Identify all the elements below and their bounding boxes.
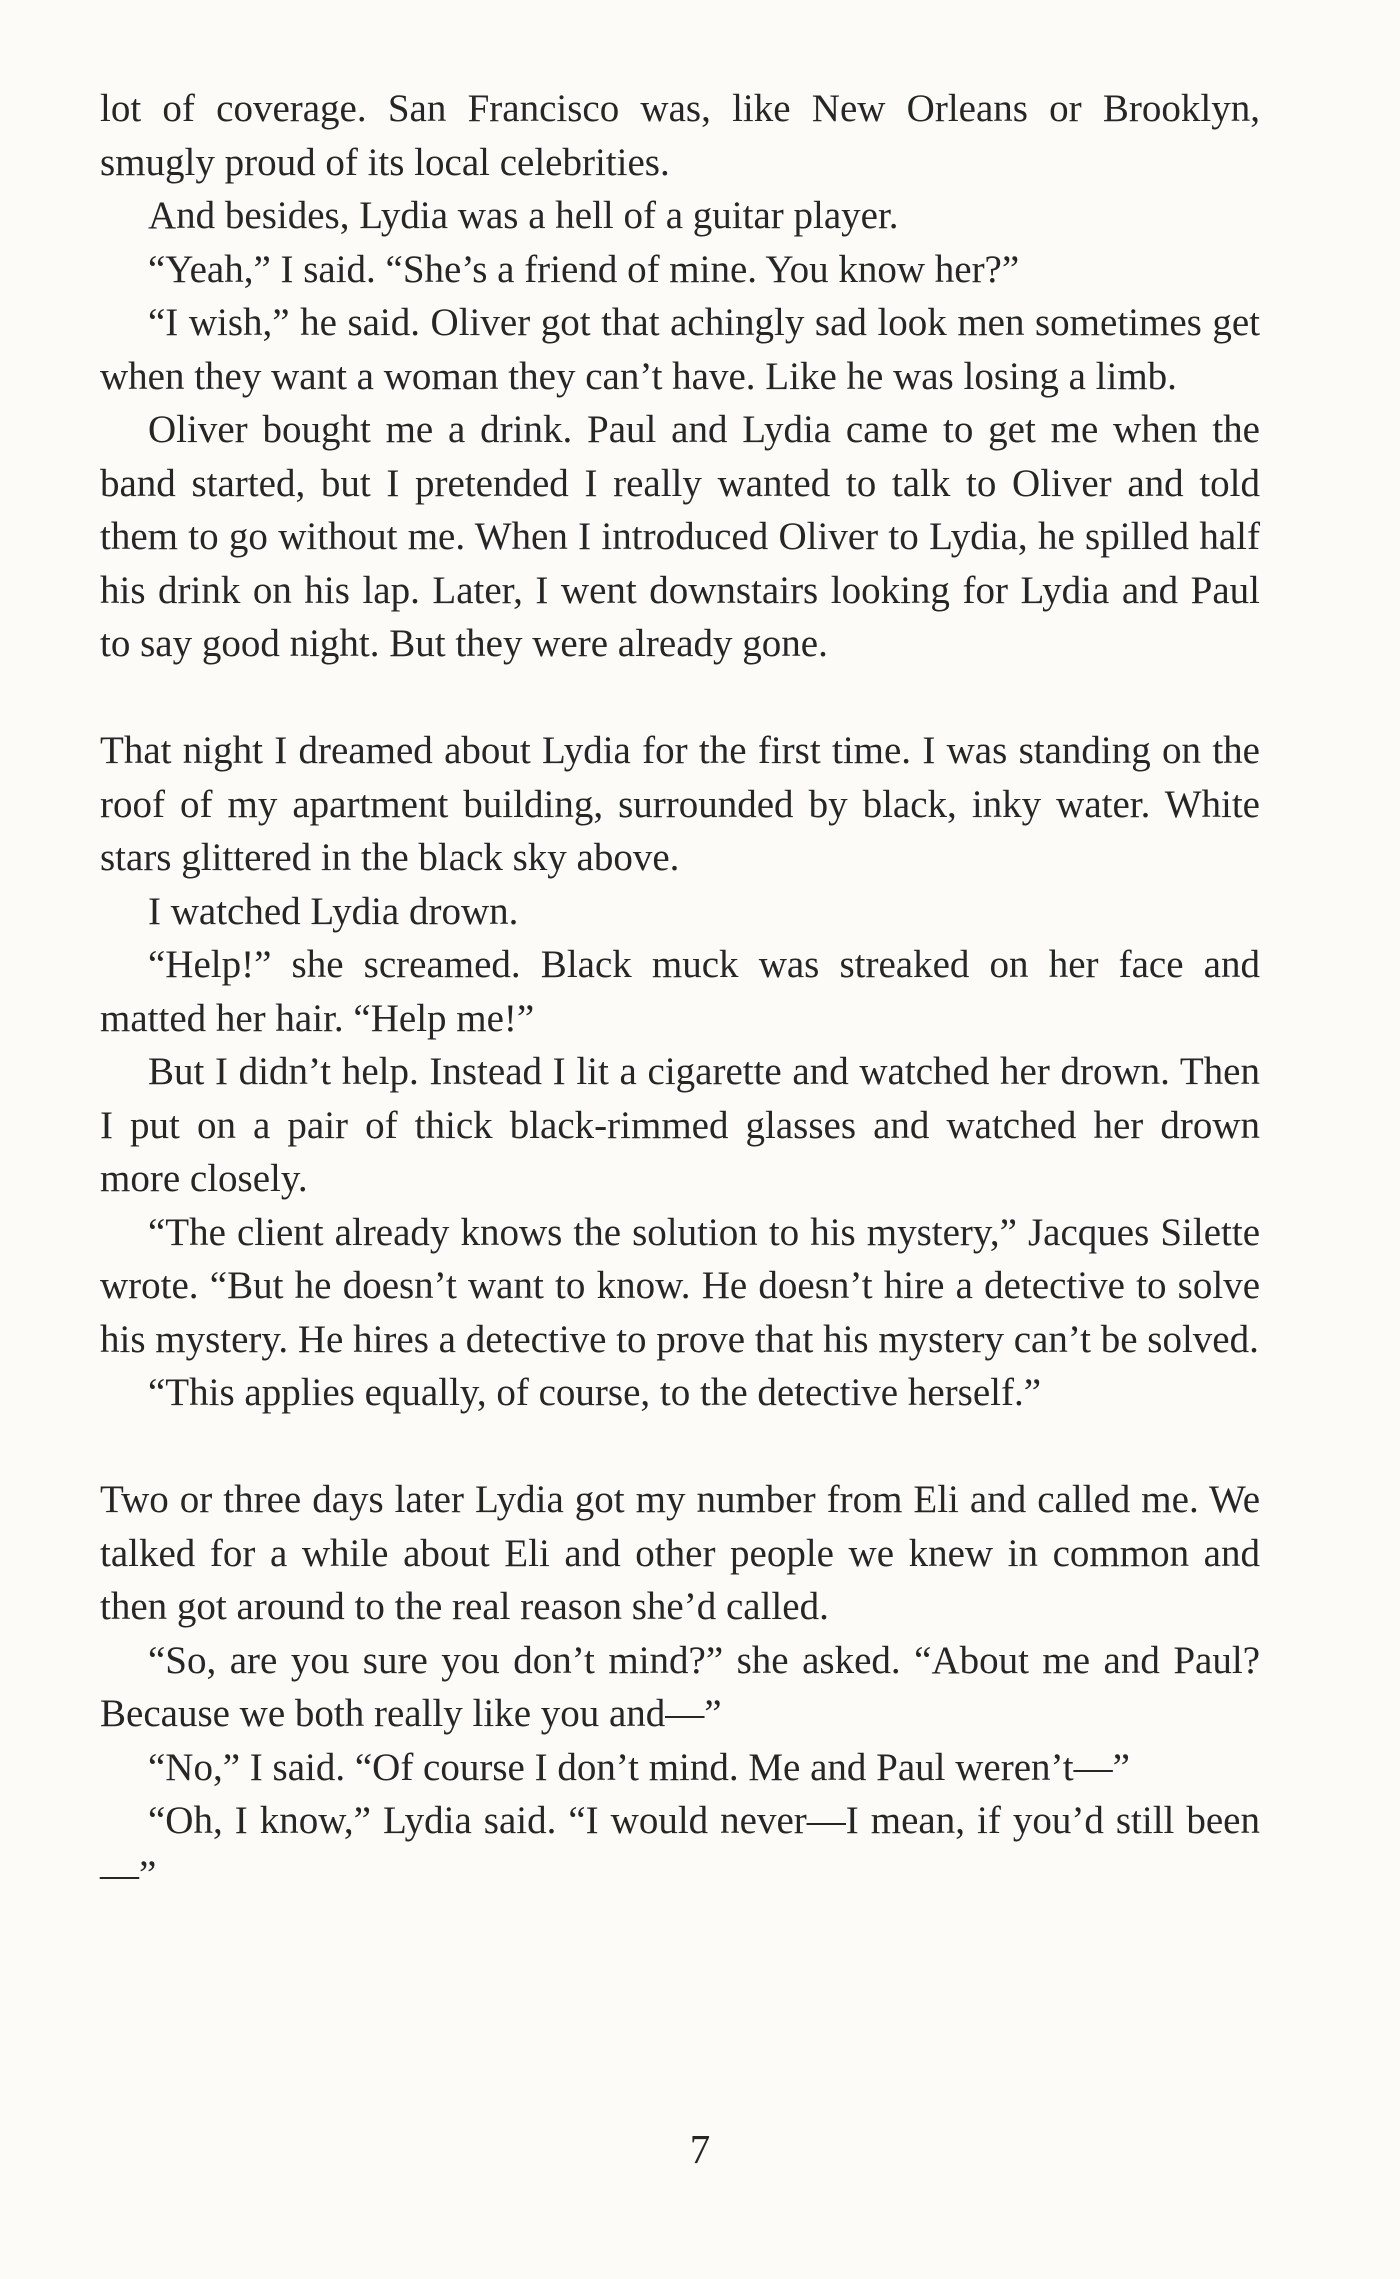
section-break [100,1420,1260,1474]
paragraph: I watched Lydia drown. [148,889,519,933]
paragraph: Two or three days later Lydia got my number from Eli and called me. We talked for a while about Eli and other people we knew in common and then got around to the real reason she’d called. [100,1478,1260,1628]
paragraph: lot of coverage. San Francisco was, like New Orleans or Brooklyn, smugly proud of its local celebrities. [100,87,1260,184]
paragraph: “So, are you sure you don’t mind?” she asked. “About me and Paul? Because we both really like you and—” [100,1638,1260,1735]
paragraph: “I wish,” he said. Oliver got that achingly sad look men sometimes get when they want a woman they can’t have. Like he was losing a limb. [100,301,1260,398]
paragraph: “No,” I said. “Of course I don’t mind. Me and Paul weren’t—” [148,1745,1130,1789]
section-break [100,671,1260,725]
paragraph: But I didn’t help. Instead I lit a cigarette and watched her drown. Then I put on a pair of thick black-rimmed glasses and watched her drown more closely. [100,1050,1260,1200]
paragraph: That night I dreamed about Lydia for the first time. I was standing on the roof of my apartment building, surrounded by black, inky water. White stars glittered in the black sky above. [100,729,1260,879]
page-number: 7 [689,2126,711,2172]
paragraph: “Oh, I know,” Lydia said. “I would never—I mean, if you’d still been—” [100,1799,1260,1896]
paragraph: “Help!” she screamed. Black muck was streaked on her face and matted her hair. “Help me!” [100,943,1260,1040]
paragraph: “This applies equally, of course, to the detective herself.” [148,1371,1042,1414]
paragraph: “The client already knows the solution to his mystery,” Jacques Silette wrote. “But he doesn’t want to know. He doesn’t hire a detective to solve his mystery. He hires a detective to prove that his mystery can’t be solved. [100,1210,1260,1361]
body-text [100,82,1260,1901]
paragraph: Oliver bought me a drink. Paul and Lydia came to get me when the band started, but I pretended I really wanted to talk to Oliver and told them to go without me. When I introduced Oliver to Lydia, he spilled half his drink on his lap. Later, I went downstairs looking for Lydia and Paul to say good night. But they were already gone. [100,408,1260,665]
paragraph: And besides, Lydia was a hell of a guitar player. [148,194,899,237]
paragraph: “Yeah,” I said. “She’s a friend of mine. You know her?” [148,247,1020,291]
